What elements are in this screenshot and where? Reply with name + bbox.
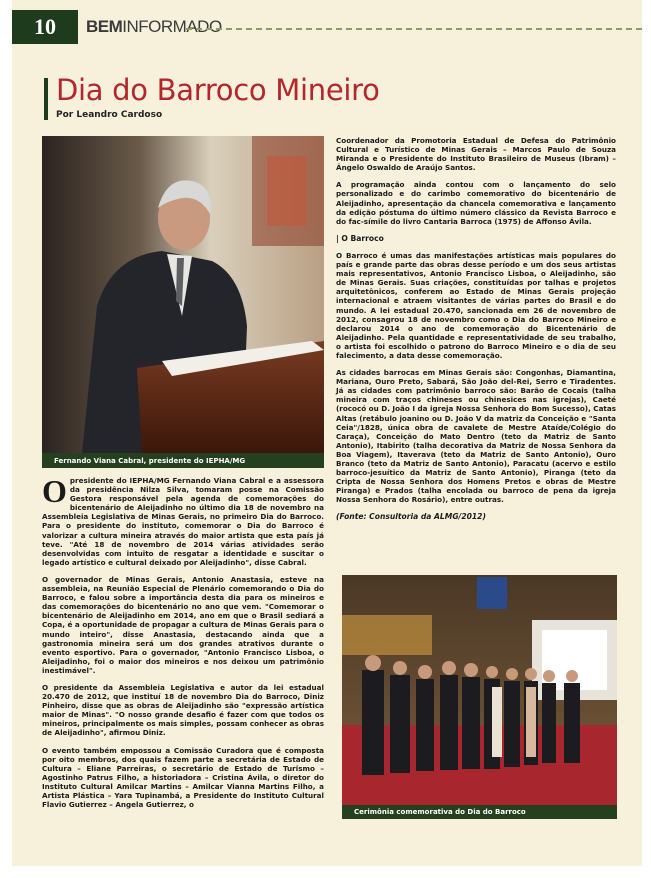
article-title: Dia do Barroco Mineiro bbox=[56, 73, 380, 107]
paragraph: O Barroco é umas das manifestações artísticas mais populares do país e grande parte das obras desse período e um dos seus artistas mais representativos, Antonio Francisco Lisboa, o Aleijadinho, são de Minas Gerais. Suas criações, constituídas por talhas e projetos arquitetônicos, conferem ao Estado de Minas Gerais projeção internacional e atraem visitantes de várias partes do Brasil e do mundo. A lei estadual 20.470, sancionada em 26 de novembro de 2012, consagrou 18 de novembro como o Dia do Barroco Mineiro e declarou 2014 o ano de comemoração do Bicentenário de Aleijadinho. Pela quantidade e representatividade de seu trabalho, o artista foi escolhido o patrono do Barroco Mineiro e o dia de seu falecimento, a data desse comemoração. bbox=[336, 250, 616, 360]
title-accent-bar bbox=[44, 78, 48, 120]
body-column-left bbox=[42, 473, 324, 817]
paragraph: Coordenador da Promotoria Estadual de Defesa do Patrimônio Cultural e Turístico de Minas Gerais – Marcos Paulo de Souza Miranda e o Presidente do Instituto Brasileiro de Museus (Ibram) – Ângelo Oswaldo de Araújo Santos. bbox=[336, 136, 616, 173]
header-rule bbox=[186, 28, 642, 30]
paragraph: O evento também empossou a Comissão Curadora que é composta por oito membros, dos quais fazem parte a secretária de Estado de Cultura – Eliane Parreiras, o secretário de Estado de Turismo – Agostinho Patrus Filho, a historiadora – Cristina Ávila, o diretor do Instituto Cultural Amilcar Martins – Amilcar Vianna Martins Filho, a Artista Plástica – Yara Tupinambá, a Presidente do Instituto Cultural Flavio Gutierrez – Angela Gutierrez, o bbox=[42, 745, 324, 810]
body-column-right bbox=[336, 136, 616, 530]
magazine-brand bbox=[86, 17, 222, 37]
brand-prefix: BEM bbox=[86, 17, 123, 36]
paragraph bbox=[42, 473, 324, 567]
paragraph: As cidades barrocas em Minas Gerais são: Congonhas, Diamantina, Mariana, Ouro Preto, Sabará, São João del-Rei, Serro e Tiradentes. Já as cidades com patrimônio barroco são: Barão de Cocais (talha mineira com traços chineses ou chinesices nas igrejas), Caeté (rococó ou D. João I da igreja Nossa Senhora do Bom Sucesso), Catas Altas (retábulo joanino ou D. João V da matriz da Conceição e "Santa Ceia"/1828, única obra de cavalete de Mestre Ataíde/Colégio do Caraça), Conceição do Mato Dentro (teto da Matriz de Santo Antonio), Itabirito (talha decorativa da Matriz de Nossa Senhora da Boa Viagem), Itaverava (teto da Matriz de Santo Antonio), Ouro Branco (teto da Matriz de Santo Antonio), Paracatu (acervo e estilo barroco-jesuítico da Matriz de Santo Antonio), Piranga (teto da Cripta de Nossa Senhora dos Homens Pretos e obras de Mestre Piranga) e Prados (talha encolada ou barroco de pena da igreja Nossa Senhora do Rosário), entre outras. bbox=[336, 368, 616, 505]
paragraph: A programação ainda contou com o lançamento do selo personalizado e do carimbo comemorativo do bicentenário de Aleijadinho, apresentação da chancela comemorativa e lançamento da edição póstuma do último número clássico da Revista Barroco e do fac-símile do livro Cantaria Barroca (1975) de Affonso Ávila. bbox=[336, 180, 616, 226]
source-credit: (Fonte: Consultoria da ALMG/2012) bbox=[336, 512, 486, 522]
brand-suffix: INFORMADO bbox=[122, 17, 222, 36]
photo-ceremony-illustration bbox=[342, 575, 617, 805]
photo-caption: Cerimônia comemorativa do Dia do Barroco bbox=[342, 805, 617, 819]
photo-ceremony bbox=[342, 575, 617, 805]
paragraph-text: presidente do IEPHA/MG Fernando Viana Cabral e a assessora da presidência Nilza Silva, tomaram posse na Comissão Gestora responsável pela agenda de comemorações do bicentenário de Aleijadinho no último dia 18 de novembro na Assembleia Legislativa de Minas Gerais, no primeiro Dia do Barroco. Para o presidente do instituto, comemorar o Dia do Barroco é valorizar a cultura mineira através do maior artista que esta país já teve. "Até 18 de novembro de 2014 várias atividades serão desenvolvidas com intuito de resgatar a identidade e suscitar o legado artístico e cultural deixado por Aleijadinho", disse Cabral. bbox=[42, 476, 324, 567]
page-number: 10 bbox=[12, 10, 78, 44]
drop-cap: O bbox=[42, 473, 67, 509]
photo-president-signing-illustration bbox=[42, 136, 324, 453]
paragraph: O presidente da Assembleia Legislativa e autor da lei estadual 20.470 de 2012, que instituí 18 de novembro Dia do Barroco, Diniz Pinheiro, disse que as obras de Aleijadinho são "expressão artística maior de Minas". "O nosso grande desafio é fazer com que todos os mineiros, principalmente os mais simples, possam conhecer as obras de Aleijadinho", afirmou Diniz. bbox=[42, 682, 324, 738]
photo-caption: Fernando Viana Cabral, presidente do IEPHA/MG bbox=[42, 453, 324, 468]
article-byline: Por Leandro Cardoso bbox=[56, 110, 163, 120]
section-heading: | O Barroco bbox=[336, 233, 384, 243]
photo-president-signing bbox=[42, 136, 324, 453]
paragraph: O governador de Minas Gerais, Antonio Anastasia, esteve na assembleia, na Reunião Especial de Plenário comemorando o Dia do Barroco, e falou sobre a importância desta dia para os mineiros e das comemorações do bicentenário no ano que vem. "Comemorar o bicentenário de Aleijadinho em 2014, ano em que o Brasil sediará a Copa, é a oportunidade de propagar a cultura de Minas Gerais para o mundo inteiro", disse Anastasia, destacando ainda que a gastronomia mineira será um dos grandes atrativos durante o evento esportivo. Para o governador, "Antonio Francisco Lisboa, o Aleijadinho, foi o maior dos mineiros e nos deixou um patrimônio inestimável". bbox=[42, 574, 324, 675]
